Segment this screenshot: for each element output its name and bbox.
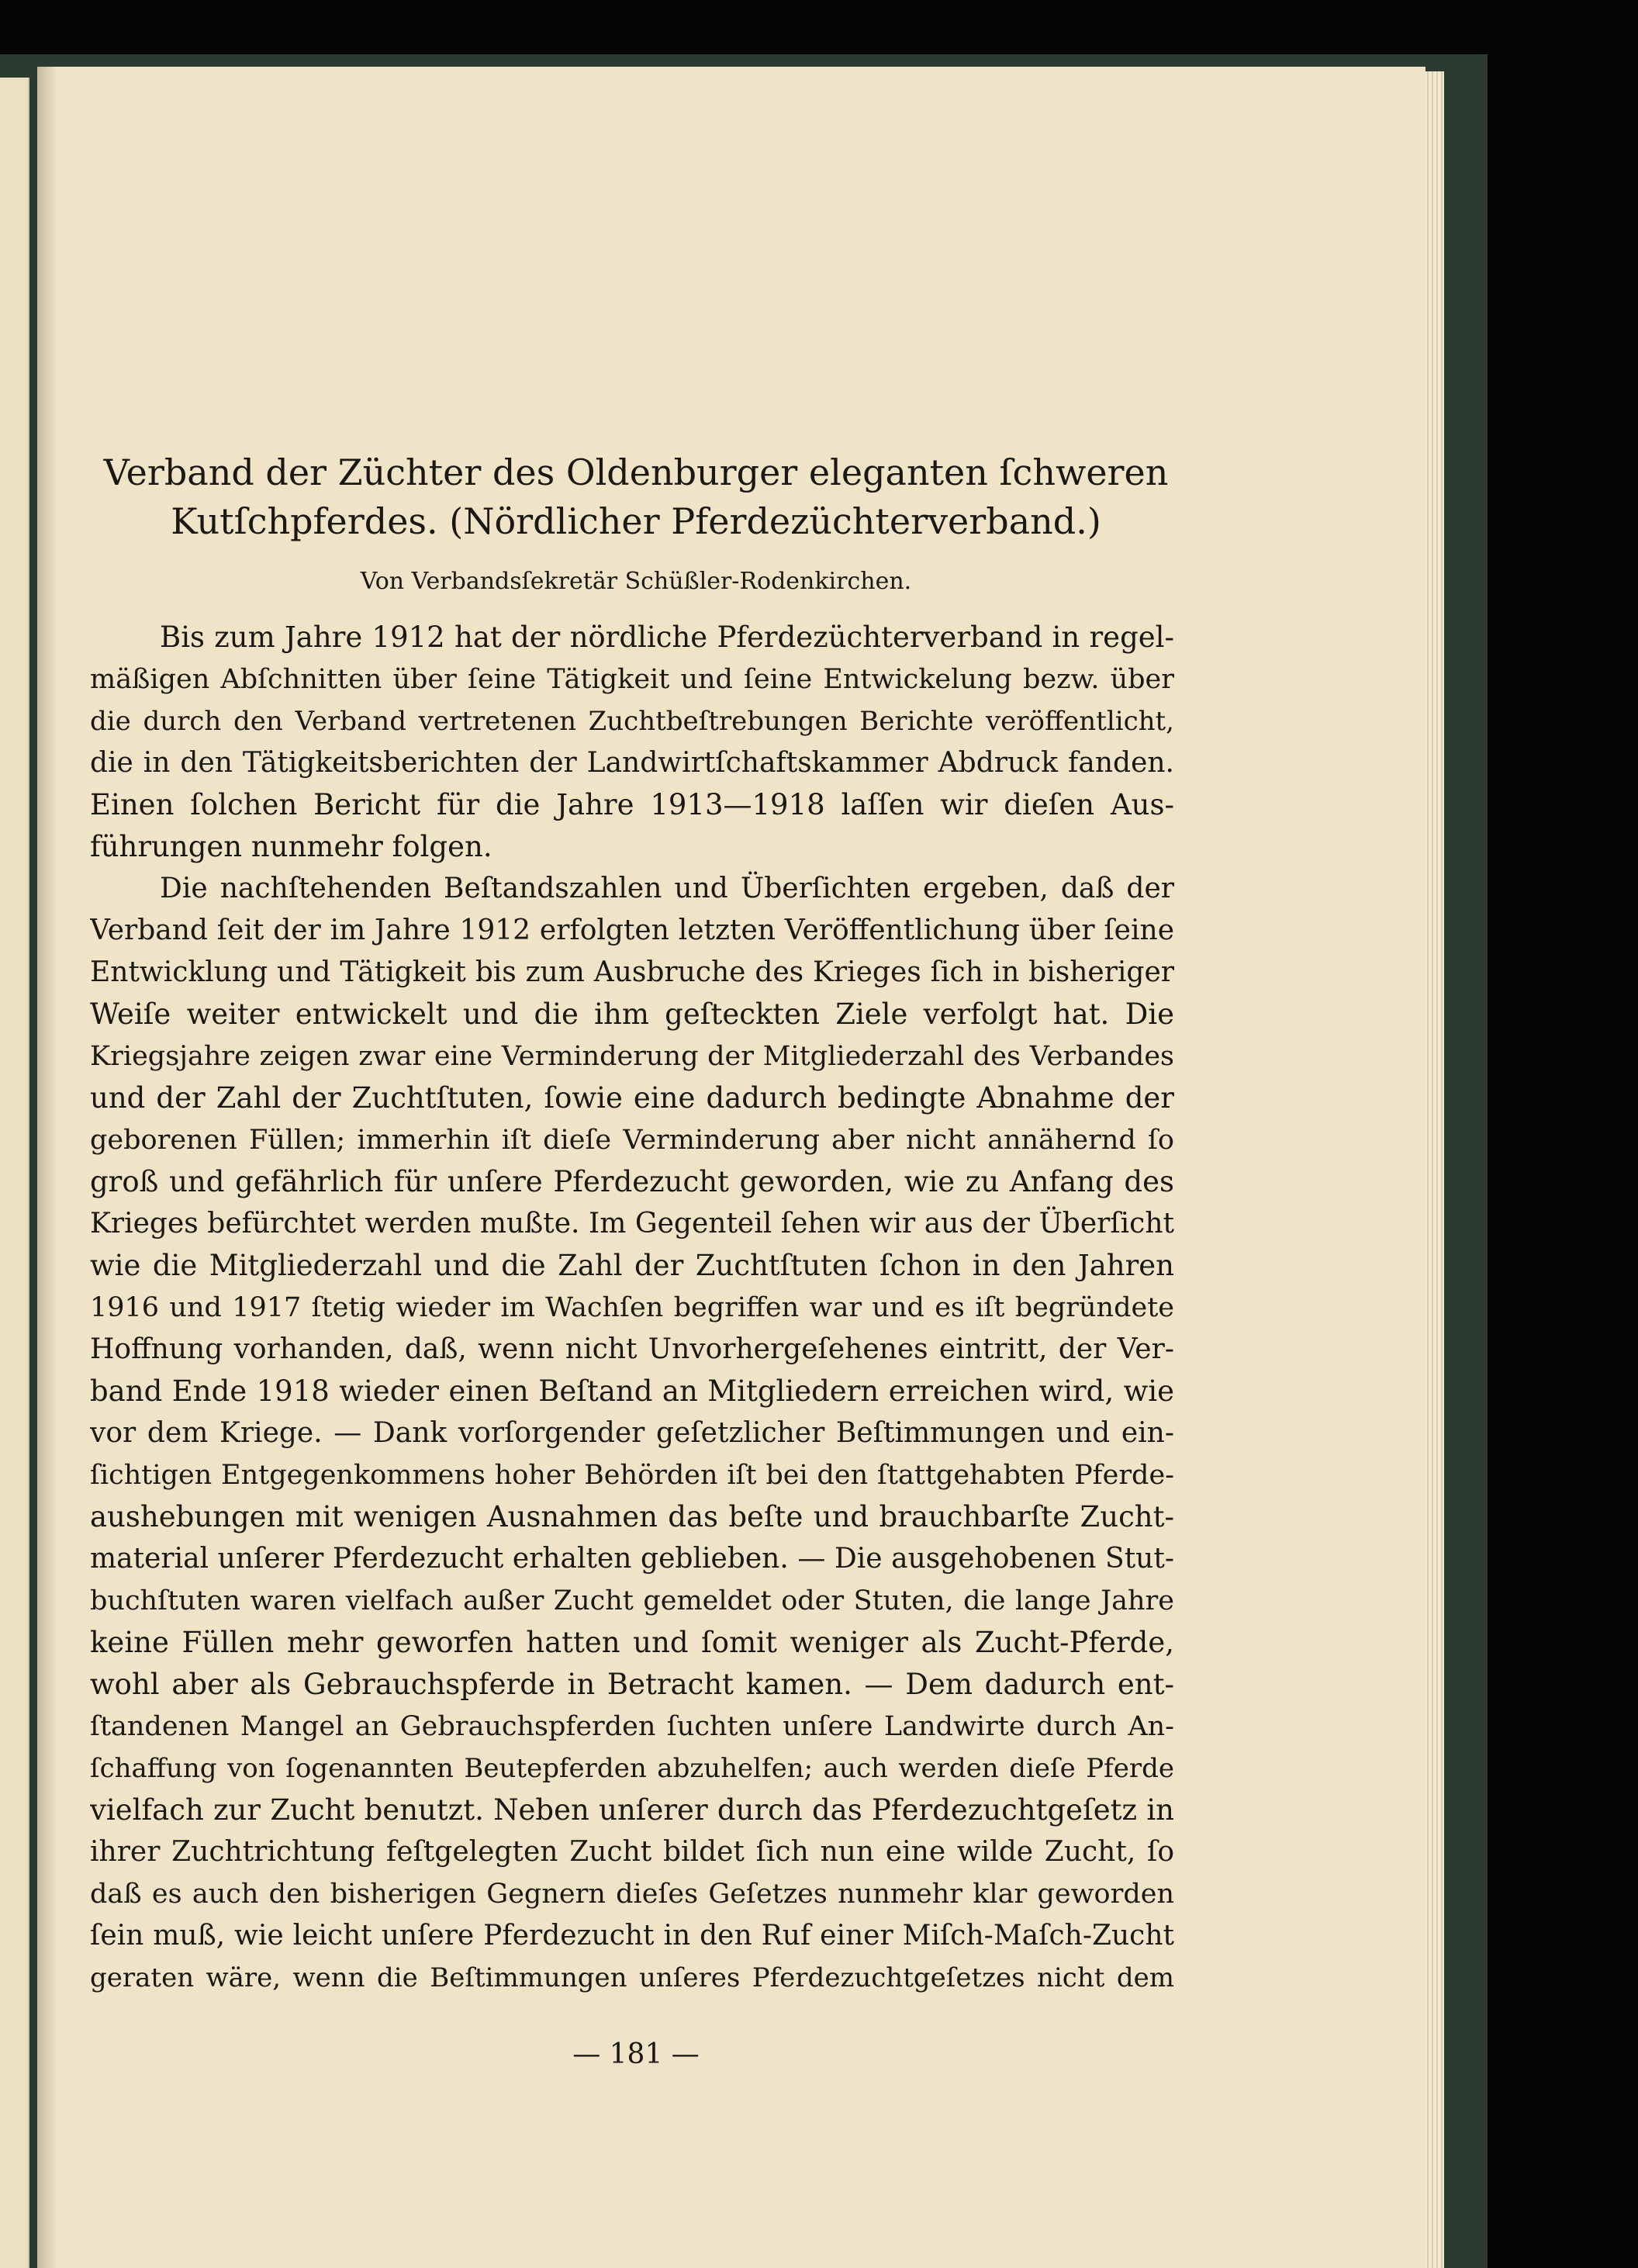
- text-line: geborenen Füllen; immerhin iſt dieſe Verminderung aber nicht annähernd ſo: [90, 1125, 1174, 1156]
- text-line: Hoffnung vorhanden, daß, wenn nicht Unvorhergeſehenes eintritt, der Ver-: [90, 1333, 1174, 1365]
- text-line: und der Zahl der Zuchtſtuten, ſowie eine dadurch bedingte Abnahme der: [90, 1081, 1174, 1115]
- text-line: wohl aber als Gebrauchspferde in Betracht kamen. — Dem dadurch ent-: [90, 1668, 1174, 1701]
- text-line: Bis zum Jahre 1912 hat der nördliche Pferdezüchterverband in regel-: [160, 621, 1174, 654]
- text-line: wie die Mitgliederzahl und die Zahl der Zuchtſtuten ſchon in den Jahren: [90, 1249, 1174, 1282]
- page-number: — 181 —: [572, 2038, 700, 2070]
- text-line: Entwicklung und Tätigkeit bis zum Ausbruche des Krieges ſich in bisheriger: [90, 956, 1174, 988]
- text-line: Einen ſolchen Bericht für die Jahre 1913—1918 laſſen wir dieſen Aus-: [90, 788, 1174, 821]
- text-line: ſchaffung von ſogenannten Beutepferden abzuhelfen; auch werden dieſe Pferde: [90, 1753, 1174, 1784]
- text-line: daß es auch den bisherigen Gegnern dieſes Geſetzes nunmehr klar geworden: [90, 1879, 1174, 1910]
- text-line: ſein muß, wie leicht unſere Pferdezucht in den Ruf einer Miſch-Maſch-Zucht: [90, 1920, 1174, 1952]
- text-line: Verband ſeit der im Jahre 1912 erfolgten letzten Veröffentlichung über ſeine: [90, 914, 1174, 946]
- article-title: [93, 448, 1179, 546]
- text-line: keine Füllen mehr geworfen hatten und ſomit weniger als Zucht-Pferde,: [90, 1626, 1174, 1659]
- text-line: die durch den Verband vertretenen Zuchtbeſtrebungen Berichte veröffentlicht,: [90, 706, 1174, 737]
- text-line: ſtandenen Mangel an Gebrauchspferden ſuchten unſere Landwirte durch An-: [90, 1711, 1174, 1742]
- text-line: führungen nunmehr folgen.: [90, 830, 492, 863]
- text-line: ihrer Zuchtrichtung feſtgelegten Zucht bildet ſich nun eine wilde Zucht, ſo: [90, 1836, 1174, 1868]
- text-line: band Ende 1918 wieder einen Beſtand an Mitgliedern erreichen wird, wie: [90, 1374, 1174, 1408]
- text-line: aushebungen mit wenigen Ausnahmen das beſte und brauchbarſte Zucht-: [90, 1500, 1174, 1533]
- article-body: [90, 617, 1174, 1999]
- text-line: groß und gefährlich für unſere Pferdezucht geworden, wie zu Anfang des: [90, 1165, 1174, 1198]
- text-line: buchſtuten waren vielfach außer Zucht gemeldet oder Stuten, die lange Jahre: [90, 1585, 1174, 1616]
- text-line: vielfach zur Zucht benutzt. Neben unſerer durch das Pferdezuchtgeſetz in: [90, 1793, 1174, 1827]
- text-line: Kriegsjahre zeigen zwar eine Verminderung der Mitgliederzahl des Verbandes: [90, 1041, 1174, 1072]
- text-line: vor dem Kriege. — Dank vorſorgender geſetzlicher Beſtimmungen und ein-: [90, 1417, 1174, 1449]
- title-line-1: Verband der Züchter des Oldenburger eleganten ſchweren: [103, 451, 1169, 493]
- text-line: mäßigen Abſchnitten über ſeine Tätigkeit und ſeine Entwickelung bezw. über: [90, 664, 1174, 695]
- text-line: Die nachſtehenden Beſtandszahlen und Überſichten ergeben, daß der: [160, 873, 1174, 904]
- text-line: material unſerer Pferdezucht erhalten geblieben. — Die ausgehobenen Stut-: [90, 1543, 1174, 1575]
- author-byline: Von Verbandsſekretär Schüßler-Rodenkirchen.: [360, 568, 912, 595]
- text-line: Weiſe weiter entwickelt und die ihm geſteckten Ziele verfolgt hat. Die: [90, 997, 1174, 1031]
- previous-page-edge: [0, 78, 29, 2268]
- text-line: Krieges befürchtet werden mußte. Im Gegenteil ſehen wir aus der Überſicht: [90, 1208, 1174, 1239]
- gutter-shadow: [37, 67, 57, 2268]
- text-line: ſichtigen Entgegenkommens hoher Behörden iſt bei den ſtattgehabten Pferde-: [90, 1460, 1174, 1491]
- text-line: 1916 und 1917 ſtetig wieder im Wachſen begriffen war und es iſt begründete: [90, 1292, 1174, 1323]
- title-line-2: Kutſchpferdes. (Nördlicher Pferdezüchterverband.): [171, 500, 1101, 542]
- text-line: geraten wäre, wenn die Beſtimmungen unſeres Pferdezuchtgeſetzes nicht dem: [90, 1962, 1174, 1993]
- text-line: die in den Tätigkeitsberichten der Landwirtſchaftskammer Abdruck fanden.: [90, 747, 1174, 779]
